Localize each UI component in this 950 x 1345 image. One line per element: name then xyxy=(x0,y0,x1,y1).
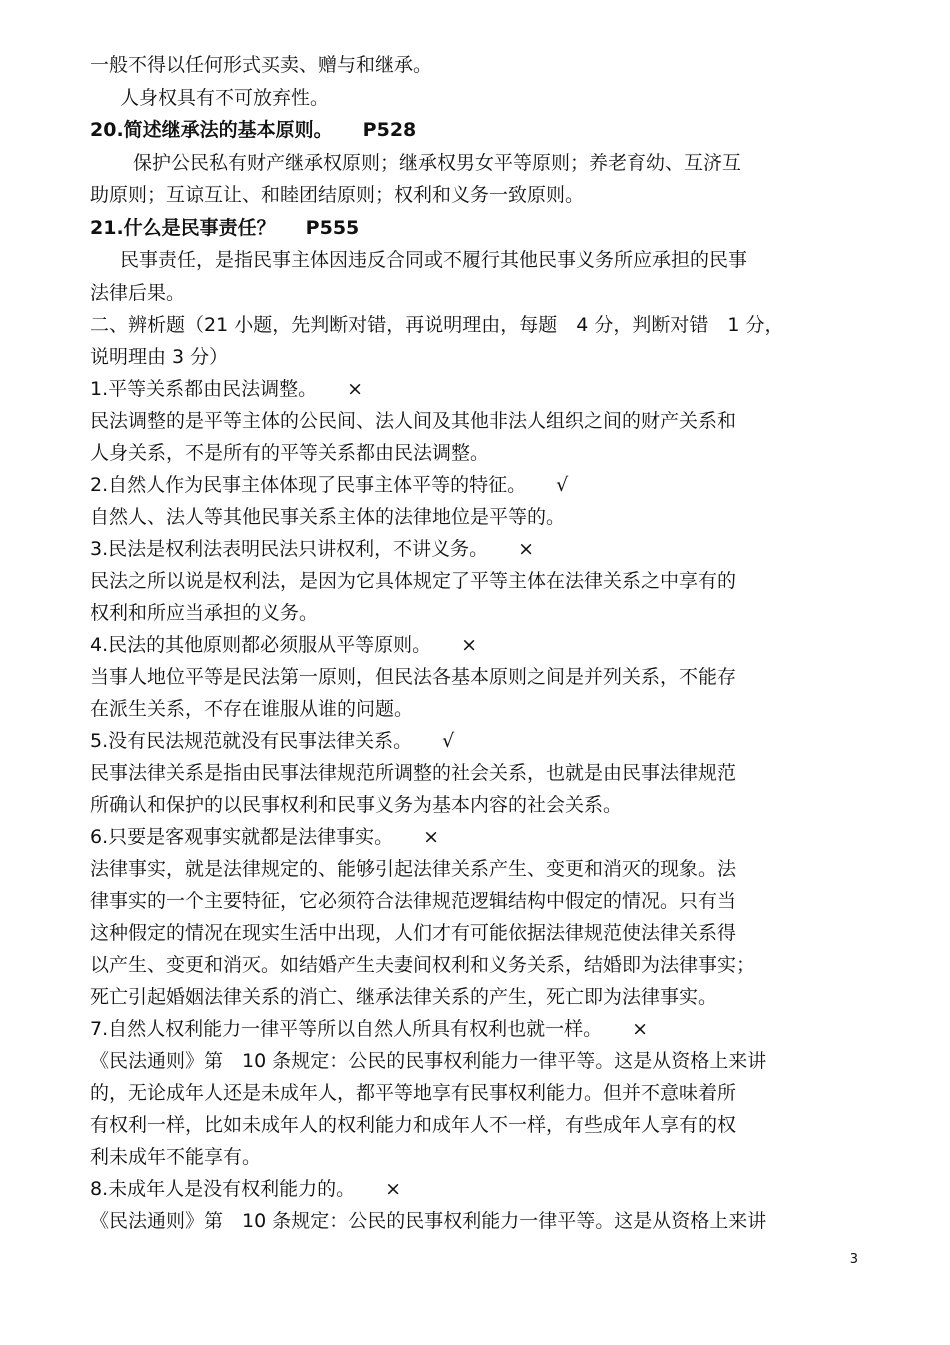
text-line: 所确认和保护的以民事权利和民事义务为基本内容的社会关系。 xyxy=(90,794,623,816)
text-line: 死亡引起婚姻法律关系的消亡、继承法律关系的产生，死亡即为法律事实。 xyxy=(90,986,718,1008)
question-item: 7.自然人权利能力一律平等所以自然人所具有权利也就一样。 × xyxy=(90,1018,649,1040)
text-line: 这种假定的情况在现实生活中出现，人们才有可能依据法律规范使法律关系得 xyxy=(90,922,737,944)
text-line: 民事法律关系是指由民事法律规范所调整的社会关系，也就是由民事法律规范 xyxy=(90,762,737,784)
text-line: 保护公民私有财产继承权原则；继承权男女平等原则；养老育幼、互济互 xyxy=(133,152,742,174)
text-line: 说明理由 3 分） xyxy=(90,346,229,368)
judgment-mark: √ xyxy=(556,474,569,496)
text-line: 的，无论成年人还是未成年人，都平等地享有民事权利能力。但并不意味着所 xyxy=(90,1082,737,1104)
text-line: 民事责任，是指民事主体因违反合同或不履行其他民事义务所应承担的民事 xyxy=(120,249,748,271)
question-item: 6.只要是客观事实就都是法律事实。 × xyxy=(90,826,440,848)
judgment-mark: × xyxy=(632,1018,649,1040)
text-line: 民法之所以说是权利法，是因为它具体规定了平等主体在法律关系之中享有的 xyxy=(90,570,737,592)
question-item: 1.平等关系都由民法调整。 × xyxy=(90,378,364,400)
text-line: 助原则；互谅互让、和睦团结原则；权利和义务一致原则。 xyxy=(90,184,585,206)
judgment-mark: × xyxy=(347,378,364,400)
question-item: 2.自然人作为民事主体体现了民事主体平等的特征。 √ xyxy=(90,474,569,496)
text-line: 当事人地位平等是民法第一原则，但民法各基本原则之间是并列关系，不能存 xyxy=(90,666,737,688)
text-line: 《民法通则》第 10 条规定：公民的民事权利能力一律平等。这是从资格上来讲 xyxy=(90,1050,767,1072)
text-line: 人身权具有不可放弃性。 xyxy=(120,87,330,109)
judgment-mark: × xyxy=(385,1178,402,1200)
page-reference: P528 xyxy=(362,119,417,141)
text-line: 法律后果。 xyxy=(90,282,186,304)
text-line: 法律事实，就是法律规定的、能够引起法律关系产生、变更和消灭的现象。法 xyxy=(90,858,737,880)
judgment-mark: × xyxy=(461,634,478,656)
question-heading: 20.简述继承法的基本原则。 P528 xyxy=(90,119,417,141)
judgment-mark: × xyxy=(423,826,440,848)
text-line: 在派生关系，不存在谁服从谁的问题。 xyxy=(90,698,414,720)
text-line: 律事实的一个主要特征，它必须符合法律规范逻辑结构中假定的情况。只有当 xyxy=(90,890,737,912)
text-line: 以产生、变更和消灭。如结婚产生夫妻间权利和义务关系，结婚即为法律事实； xyxy=(90,954,756,976)
text-line: 有权利一样，比如未成年人的权利能力和成年人不一样，有些成年人享有的权 xyxy=(90,1114,737,1136)
section-heading: 二、辨析题（21 小题，先判断对错，再说明理由，每题 4 分，判断对错 1 分， xyxy=(90,314,784,336)
judgment-mark: × xyxy=(518,538,535,560)
page-number: 3 xyxy=(849,1252,858,1267)
question-item: 5.没有民法规范就没有民事法律关系。 √ xyxy=(90,730,455,752)
text-line: 自然人、法人等其他民事关系主体的法律地位是平等的。 xyxy=(90,506,566,528)
question-heading: 21.什么是民事责任？ P555 xyxy=(90,217,360,239)
question-item: 4.民法的其他原则都必须服从平等原则。 × xyxy=(90,634,478,656)
text-line: 权利和所应当承担的义务。 xyxy=(90,602,319,624)
text-line: 民法调整的是平等主体的公民间、法人间及其他非法人组织之间的财产关系和 xyxy=(90,410,737,432)
judgment-mark: √ xyxy=(442,730,455,752)
text-line: 《民法通则》第 10 条规定：公民的民事权利能力一律平等。这是从资格上来讲 xyxy=(90,1210,767,1232)
page-reference: P555 xyxy=(305,217,360,239)
text-line: 一般不得以任何形式买卖、赠与和继承。 xyxy=(90,54,433,76)
question-item: 3.民法是权利法表明民法只讲权利，不讲义务。 × xyxy=(90,538,535,560)
text-line: 利未成年不能享有。 xyxy=(90,1146,262,1168)
question-item: 8.未成年人是没有权利能力的。 × xyxy=(90,1178,402,1200)
text-line: 人身关系，不是所有的平等关系都由民法调整。 xyxy=(90,442,490,464)
